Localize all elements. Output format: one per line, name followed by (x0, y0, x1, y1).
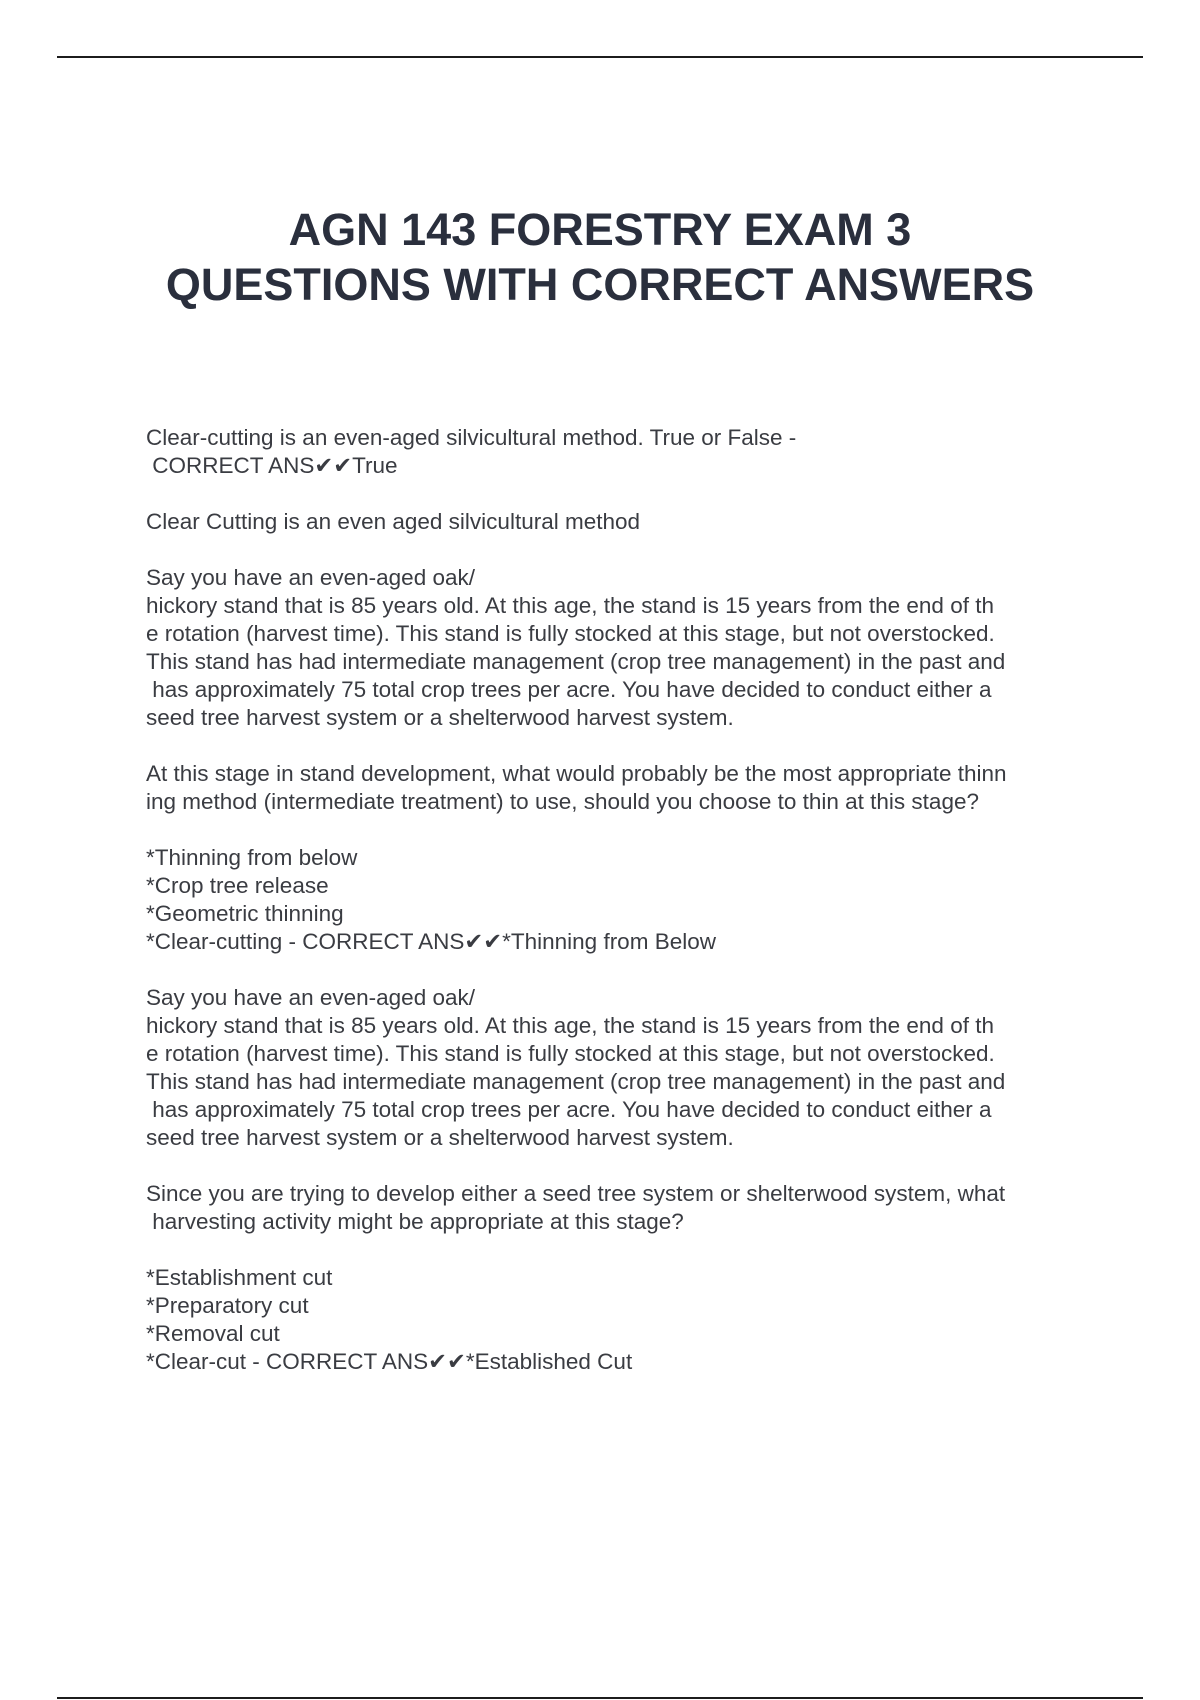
title-line-1: AGN 143 FORESTRY EXAM 3 (288, 204, 912, 255)
paragraph (146, 1180, 1096, 1236)
text-line: ing method (intermediate treatment) to use, should you choose to thin at this stage? (146, 789, 979, 814)
paragraph (146, 508, 1096, 536)
text-line: hickory stand that is 85 years old. At this age, the stand is 15 years from the end of th (146, 1013, 994, 1038)
text-line: This stand has had intermediate management (crop tree management) in the past and (146, 649, 1006, 674)
text-line: *Crop tree release (146, 873, 329, 898)
text-line: CORRECT ANS✔✔True (146, 453, 398, 478)
text-line: Clear Cutting is an even aged silvicultural method (146, 509, 641, 534)
paragraph-gap (146, 956, 1096, 984)
text-line: Clear-cutting is an even-aged silvicultural method. True or False - (146, 425, 797, 450)
paragraph (146, 564, 1096, 732)
text-line: e rotation (harvest time). This stand is fully stocked at this stage, but not overstocked. (146, 1041, 995, 1066)
paragraph (146, 984, 1096, 1152)
document-title (60, 202, 1140, 312)
text-line: *Clear-cut - CORRECT ANS✔✔*Established Cut (146, 1349, 633, 1374)
paragraph-gap (146, 536, 1096, 564)
paragraph-gap (146, 1152, 1096, 1180)
text-line: e rotation (harvest time). This stand is fully stocked at this stage, but not overstocked. (146, 621, 995, 646)
text-line: harvesting activity might be appropriate at this stage? (146, 1209, 684, 1234)
text-line: *Geometric thinning (146, 901, 344, 926)
text-line: *Clear-cutting - CORRECT ANS✔✔*Thinning from Below (146, 929, 716, 954)
paragraph-gap (146, 1236, 1096, 1264)
paragraph (146, 844, 1096, 956)
text-line: Say you have an even-aged oak/ (146, 985, 475, 1010)
text-line: has approximately 75 total crop trees per acre. You have decided to conduct either a (146, 677, 992, 702)
text-line: seed tree harvest system or a shelterwood harvest system. (146, 705, 734, 730)
text-line: has approximately 75 total crop trees per acre. You have decided to conduct either a (146, 1097, 992, 1122)
text-line: *Establishment cut (146, 1265, 333, 1290)
text-line: *Removal cut (146, 1321, 280, 1346)
text-line: hickory stand that is 85 years old. At this age, the stand is 15 years from the end of th (146, 593, 994, 618)
paragraph (146, 760, 1096, 816)
text-line: seed tree harvest system or a shelterwood harvest system. (146, 1125, 734, 1150)
paragraph (146, 424, 1096, 480)
paragraph (146, 1264, 1096, 1376)
text-line: Since you are trying to develop either a seed tree system or shelterwood system, what (146, 1181, 1006, 1206)
title-line-2: QUESTIONS WITH CORRECT ANSWERS (165, 259, 1035, 310)
paragraph-gap (146, 480, 1096, 508)
paragraph-gap (146, 816, 1096, 844)
text-line: *Thinning from below (146, 845, 358, 870)
top-rule (57, 56, 1143, 58)
text-line: Say you have an even-aged oak/ (146, 565, 475, 590)
text-line: This stand has had intermediate management (crop tree management) in the past and (146, 1069, 1006, 1094)
paragraph-gap (146, 732, 1096, 760)
text-line: *Preparatory cut (146, 1293, 309, 1318)
document-body (146, 424, 1096, 1376)
text-line: At this stage in stand development, what would probably be the most appropriate thinn (146, 761, 1007, 786)
bottom-rule (57, 1697, 1143, 1699)
